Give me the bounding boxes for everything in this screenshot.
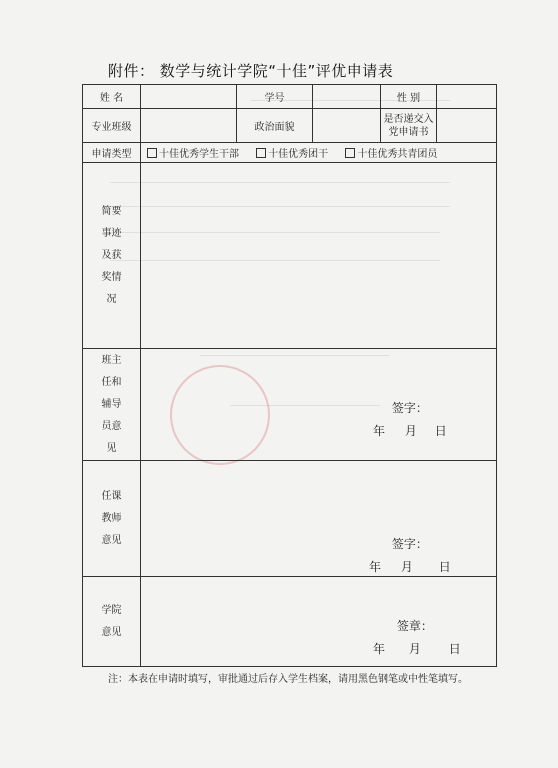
month-label: 月 [404, 424, 417, 438]
advisor-signature-block [373, 399, 447, 439]
option-league-cadre[interactable] [256, 149, 328, 160]
sign-label: 签字： [391, 401, 428, 415]
student-id-label: 学号 [237, 85, 313, 109]
college-opinion-content[interactable] [141, 577, 497, 667]
application-form-table [82, 84, 497, 667]
option-label: 十佳优秀学生干部 [159, 149, 239, 160]
name-value[interactable] [141, 85, 237, 109]
application-type-options [141, 143, 497, 163]
date-line [369, 558, 451, 575]
party-application-label: 是否递交入党申请书 [381, 109, 437, 143]
form-title: 附件： 数学与统计学院“十佳”评优申请表 [108, 62, 394, 80]
class-label: 专业班级 [83, 109, 141, 143]
advisor-opinion-content[interactable] [141, 349, 497, 461]
deeds-label: 简要事迹及获奖情况 [83, 163, 141, 349]
day-label: 日 [448, 642, 461, 656]
advisor-opinion-label: 班主任和辅导员意见 [83, 349, 141, 461]
checkbox-icon[interactable] [147, 148, 157, 158]
footnote: 注：本表在申请时填写，审批通过后存入学生档案，请用黑色钢笔或中性笔填写。 [108, 674, 468, 685]
seal-label: 签章： [396, 619, 433, 633]
gender-label: 性 别 [381, 85, 437, 109]
date-line [373, 422, 447, 439]
teacher-opinion-label: 任课教师意见 [83, 461, 141, 577]
college-signature-block [369, 617, 461, 657]
political-value[interactable] [313, 109, 381, 143]
name-label: 姓 名 [83, 85, 141, 109]
student-id-value[interactable] [313, 85, 381, 109]
checkbox-icon[interactable] [256, 148, 266, 158]
gender-value[interactable] [437, 85, 497, 109]
political-label: 政治面貌 [237, 109, 313, 143]
option-student-cadre[interactable] [147, 149, 239, 160]
option-label: 十佳优秀团干 [268, 149, 329, 160]
sign-label: 签字： [391, 537, 428, 551]
application-type-label: 申请类型 [83, 143, 141, 163]
year-label: 年 [369, 560, 382, 574]
day-label: 日 [434, 424, 447, 438]
month-label: 月 [408, 642, 421, 656]
option-label: 十佳优秀共青团员 [357, 149, 438, 160]
teacher-opinion-content[interactable] [141, 461, 497, 577]
day-label: 日 [438, 560, 451, 574]
college-opinion-label: 学院意见 [83, 577, 141, 667]
party-application-value[interactable] [437, 109, 497, 143]
checkbox-icon[interactable] [345, 148, 355, 158]
deeds-content[interactable] [141, 163, 497, 349]
year-label: 年 [373, 642, 386, 656]
year-label: 年 [373, 424, 386, 438]
teacher-signature-block [369, 535, 451, 575]
date-line [369, 640, 461, 657]
month-label: 月 [400, 560, 413, 574]
class-value[interactable] [141, 109, 237, 143]
option-league-member[interactable] [345, 149, 437, 160]
